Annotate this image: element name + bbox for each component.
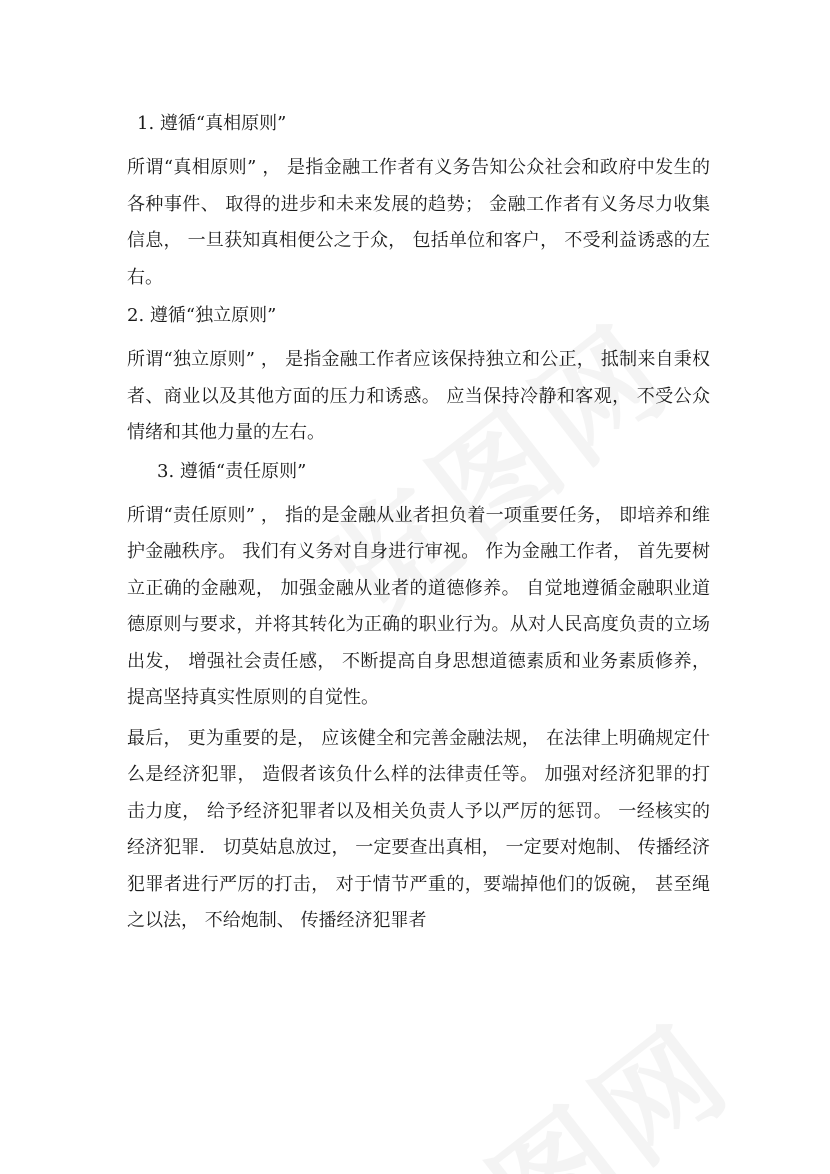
- section-heading-truth: 1. 遵循“真相原则”: [137, 113, 287, 134]
- closing-paragraph: 最后， 更为重要的是， 应该健全和完善金融法规， 在法律上明确规定什么是经济犯罪， 造假者该负什么样的法律责任等。 加强对经济犯罪的打击力度， 给予经济犯罪者以及相关负责人予以严厉的惩罚。 一经核实的经济犯罪． 切莫姑息放过， 一定要查出真相， 一定要对炮制、 传播经济犯罪者进行严厉的打击， 对于情节严重的，要端掉他们的饭碗， 甚至绳之以法， 不给炮制、 传播经济犯罪者: [127, 727, 710, 931]
- document-body: [127, 108, 710, 944]
- watermark-logo: [348, 978, 761, 1174]
- section-paragraph-independence: 所谓“独立原则” ， 是指金融工作者应该保持独立和公正， 抵制来自秉权者、商业以及其他方面的压力和诱惑。 应当保持冷静和客观， 不受公众情绪和其他力量的左右。: [127, 349, 710, 443]
- section-paragraph-truth: 所谓“真相原则” ， 是指金融工作者有义务告知公众社会和政府中发生的各种事件、 取得的进步和未来发展的趋势； 金融工作者有义务尽力收集信息， 一旦获知真相便公之于众， 包括单位和客户， 不受利益诱惑的左右。: [127, 157, 710, 288]
- section-paragraph-responsibility: 所谓“责任原则” ， 指的是金融从业者担负着一项重要任务， 即培养和维护金融秩序。 我们有义务对自身进行审视。 作为金融工作者， 首先要树立正确的金融观， 加强金融从业者的道德修养。 自觉地遵循金融职业道德原则与要求，并将其转化为正确的职业行为。从对人民高度负责的立场出发， 增强社会责任感， 不断提高自身思想道德素质和业务素质修养， 提高坚持真实性原则的自觉性。: [127, 504, 710, 708]
- section-heading-independence: 2. 遵循“独立原则”: [127, 305, 277, 326]
- section-heading-responsibility: 3. 遵循“责任原则”: [157, 460, 307, 482]
